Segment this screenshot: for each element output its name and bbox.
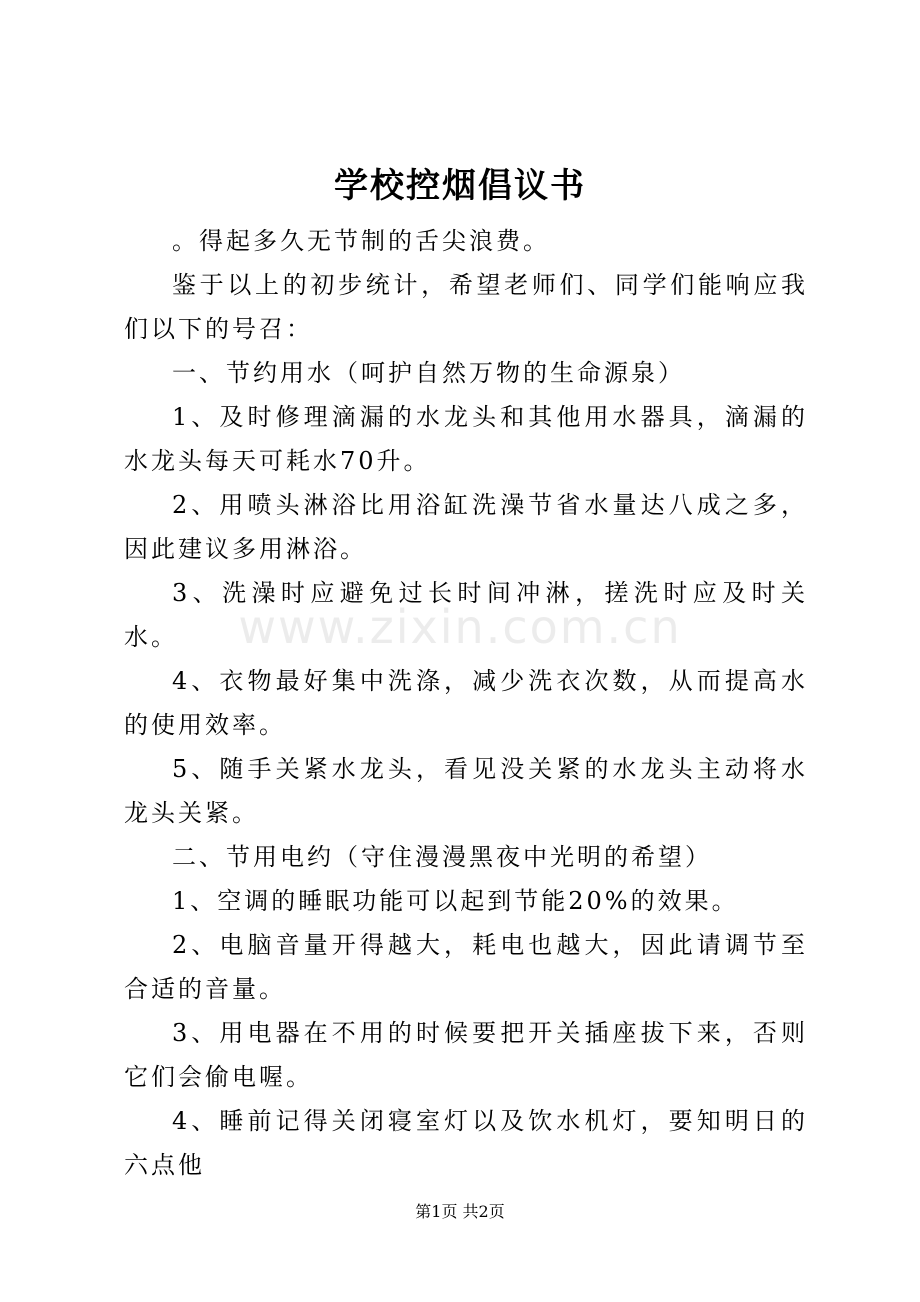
- list-item: 5、随手关紧水龙头，看见没关紧的水龙头主动将水龙头关紧。: [124, 755, 808, 827]
- list-item: 3、用电器在不用的时候要把开关插座拔下来，否则它们会偷电喔。: [124, 1019, 808, 1091]
- watermark: www.zixin.com.cn: [238, 600, 682, 654]
- page-footer: [0, 1198, 920, 1226]
- list-item: 1、空调的睡眠功能可以起到节能20%的效果。: [172, 887, 739, 915]
- list-item: 2、电脑音量开得越大，耗电也越大，因此请调节至合适的音量。: [124, 931, 808, 1003]
- paragraph: 。得起多久无节制的舌尖浪费。: [172, 227, 550, 255]
- list-item: 1、及时修理滴漏的水龙头和其他用水器具，滴漏的水龙头每天可耗水70升。: [124, 403, 808, 475]
- section-heading-water: 一、节约用水（呵护自然万物的生命源泉）: [172, 359, 685, 387]
- page-number-label: 第1页 共2页: [415, 1202, 505, 1221]
- list-item: 4、衣物最好集中洗涤，减少洗衣次数，从而提高水的使用效率。: [124, 667, 808, 739]
- list-item: 3、洗澡时应避免过长时间冲淋，搓洗时应及时关水。: [124, 579, 808, 651]
- section-heading-electricity: 二、节用电约（守住漫漫黑夜中光明的希望）: [172, 843, 712, 871]
- paragraph: 鉴于以上的初步统计，希望老师们、同学们能响应我们以下的号召：: [124, 271, 808, 343]
- document-body: [124, 219, 808, 1187]
- list-item: 4、睡前记得关闭寝室灯以及饮水机灯，要知明日的六点他: [124, 1107, 808, 1179]
- document-title: 学校控烟倡议书: [334, 166, 586, 206]
- list-item: 2、用喷头淋浴比用浴缸洗澡节省水量达八成之多，因此建议多用淋浴。: [124, 491, 808, 563]
